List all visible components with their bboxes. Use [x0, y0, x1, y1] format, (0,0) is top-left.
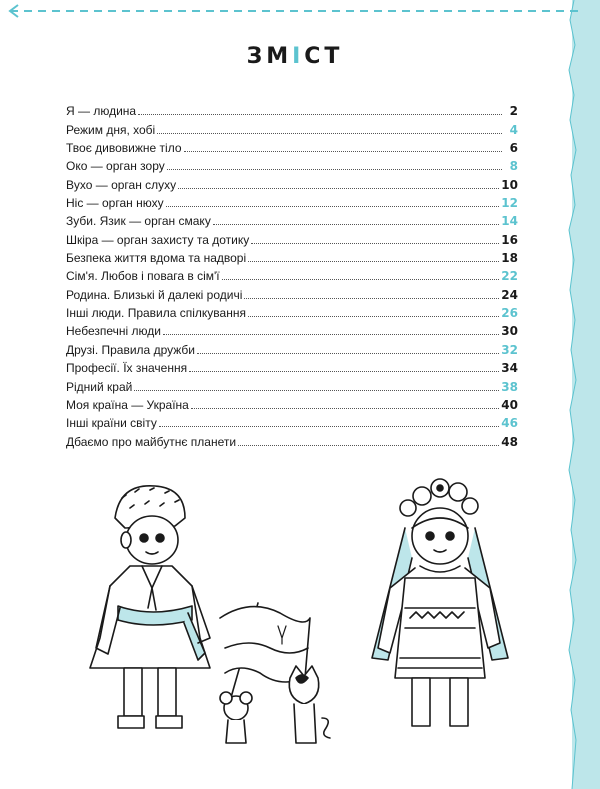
toc-page-number: 12 [501, 196, 518, 211]
toc-page-number: 8 [509, 159, 518, 174]
toc-row [66, 357, 518, 375]
title-suffix: СТ [304, 44, 344, 69]
toc-label: Родина. Близькі й далекі родичі [66, 287, 243, 302]
toc-label: Сім'я. Любов і повага в сім'ї [66, 269, 220, 284]
toc-leader-dots [159, 425, 499, 427]
toc-page-number: 2 [509, 104, 518, 119]
children-illustration [60, 478, 520, 778]
toc-row [66, 247, 518, 265]
toc-row [66, 265, 518, 283]
toc-label: Професії. Їх значення [66, 361, 188, 376]
toc-label: Небезпечні люди [66, 324, 161, 339]
toc-label: Інші країни світу [66, 416, 157, 431]
toc-label: Друзі. Правила дружби [66, 342, 195, 357]
toc-leader-dots [244, 297, 499, 299]
toc-leader-dots [197, 352, 499, 354]
girl-figure [372, 479, 508, 726]
toc-row [66, 375, 518, 393]
toc-label: Вухо — орган слуху [66, 177, 177, 192]
toc-row [66, 394, 518, 412]
toc-label: Ніс — орган нюху [66, 196, 164, 211]
toc-page-number: 40 [501, 397, 518, 412]
toc-leader-dots [213, 223, 499, 225]
toc-row [66, 412, 518, 430]
toc-leader-dots [178, 187, 499, 189]
toc-page-number: 30 [501, 324, 518, 339]
toc-label: Дбаємо про майбутнє планети [66, 434, 237, 449]
toc-leader-dots [248, 260, 499, 262]
toc-label: Зуби. Язик — орган смаку [66, 214, 211, 229]
toc-row [66, 302, 518, 320]
toc-label: Око — орган зору [66, 159, 165, 174]
torn-edge [566, 0, 580, 789]
toc-leader-dots [251, 242, 499, 244]
toc-row [66, 338, 518, 356]
toc-leader-dots [167, 168, 502, 170]
toc-row [66, 137, 518, 155]
toc-page-number: 38 [501, 379, 518, 394]
toc-row [66, 118, 518, 136]
toc-page-number: 32 [501, 342, 518, 357]
toc-leader-dots [157, 132, 502, 134]
toc-leader-dots [184, 150, 502, 152]
title-accent-letter: І [292, 44, 305, 69]
toc-page-number: 18 [501, 251, 518, 266]
toc-leader-dots [222, 278, 500, 280]
toc-label: Режим дня, хобі [66, 122, 156, 137]
toc-row [66, 192, 518, 210]
toc-leader-dots [138, 113, 502, 115]
flag-and-animals [220, 603, 330, 743]
toc-page-number: 10 [501, 177, 518, 192]
toc-label: Я — людина [66, 104, 137, 119]
toc-label: Рідний край [66, 379, 133, 394]
toc-page-number: 6 [509, 141, 518, 156]
toc-row [66, 320, 518, 338]
toc-leader-dots [163, 333, 499, 335]
toc-page-number: 22 [501, 269, 518, 284]
toc-leader-dots [189, 370, 499, 372]
toc-row [66, 155, 518, 173]
page-title [0, 44, 590, 69]
toc-leader-dots [238, 444, 499, 446]
toc-row [66, 100, 518, 118]
toc-page-number: 34 [501, 361, 518, 376]
toc-leader-dots [248, 315, 499, 317]
toc-label: Твоє дивовижне тіло [66, 141, 182, 156]
decorative-side-strip [572, 0, 600, 789]
toc-page-number: 48 [501, 434, 518, 449]
dashed-arrow-decoration [6, 4, 586, 18]
toc-row [66, 210, 518, 228]
toc-leader-dots [134, 389, 499, 391]
boy-figure [90, 486, 210, 728]
toc-label: Моя країна — Україна [66, 397, 189, 412]
toc-page-number: 16 [501, 232, 518, 247]
toc-page-number: 24 [501, 287, 518, 302]
toc-row [66, 430, 518, 448]
toc-label: Безпека життя вдома та надворі [66, 251, 247, 266]
toc-page-number: 4 [509, 122, 518, 137]
toc-page-number: 14 [501, 214, 518, 229]
table-of-contents [66, 100, 518, 449]
toc-row [66, 283, 518, 301]
toc-label: Інші люди. Правила спілкування [66, 306, 246, 321]
toc-page-number: 26 [501, 306, 518, 321]
toc-leader-dots [191, 407, 499, 409]
title-prefix: ЗМ [246, 44, 293, 69]
toc-page-number: 46 [501, 416, 518, 431]
toc-row [66, 173, 518, 191]
toc-row [66, 228, 518, 246]
toc-label: Шкіра — орган захисту та дотику [66, 232, 250, 247]
toc-leader-dots [166, 205, 500, 207]
